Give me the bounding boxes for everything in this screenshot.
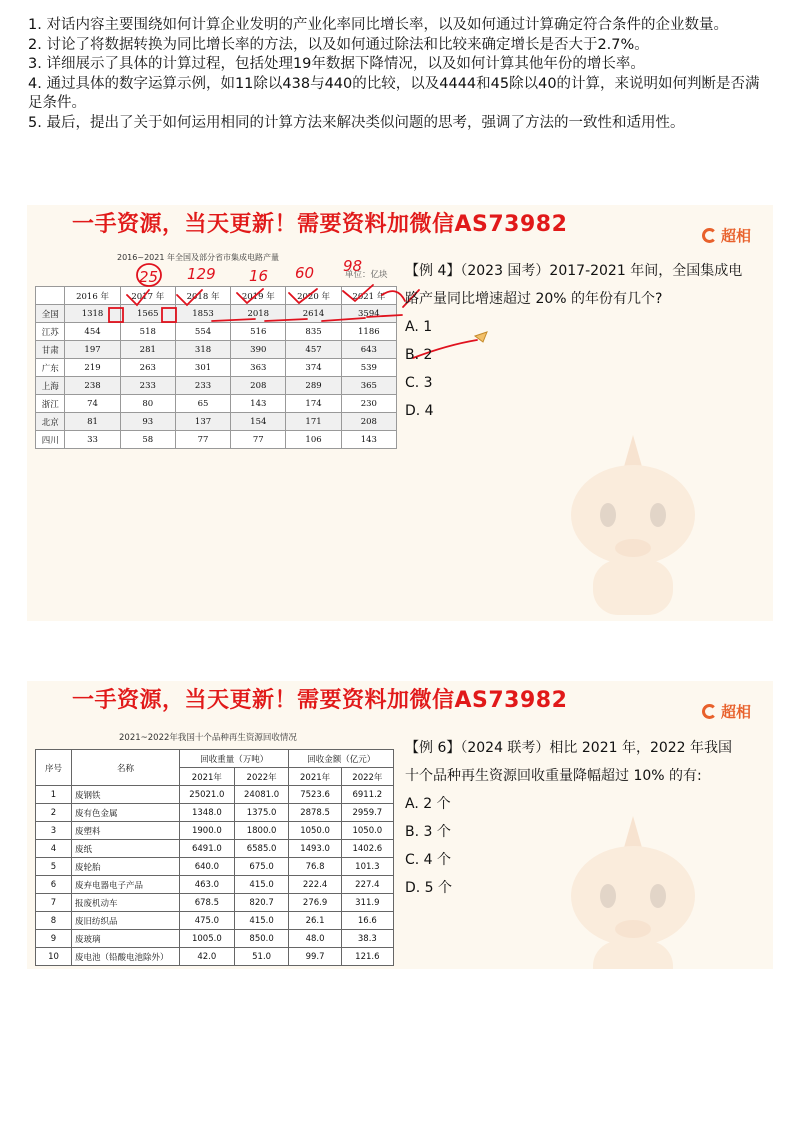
header-cell: 2022年 [341, 768, 393, 786]
header-cell: 2021年 [180, 768, 235, 786]
summary-item-1: 1. 对话内容主要围绕如何计算企业发明的产业化率同比增长率，以及如何通过计算确定符合条件的企业数量。 [28, 17, 728, 33]
summary-item-4: 4. 通过具体的数字运算示例，如11除以438与440的比较，以及4444和45除以40的计算，来说明如何判断是否满足条件。 [28, 75, 760, 111]
table-cell: 1800.0 [234, 822, 289, 840]
table-cell: 6585.0 [234, 840, 289, 858]
watermark-banner: 一手资源，当天更新！需要资料加微信AS73982 [72, 688, 568, 713]
table-row [36, 305, 397, 323]
header-cell: 2022年 [234, 768, 289, 786]
table-cell: 820.7 [234, 894, 289, 912]
table-cell: 233 [120, 377, 175, 395]
table-cell: 365 [341, 377, 396, 395]
table-cell: 33 [65, 431, 120, 449]
table-title: 2016~2021 年全国及部分省市集成电路产量 [117, 253, 279, 262]
table-cell: 废弃电器电子产品 [72, 876, 180, 894]
handwriting-note: 60 [295, 264, 315, 282]
summary-item-5: 5. 最后，提出了关于如何运用相同的计算方法来解决类似问题的思考，强调了方法的一致性和适用性。 [28, 114, 685, 131]
header-cell: 2017 年 [120, 287, 175, 305]
table-cell: 5 [36, 858, 72, 876]
table-cell: 1050.0 [341, 822, 393, 840]
header-cell: 2021年 [289, 768, 341, 786]
question-example-4 [405, 257, 755, 425]
table-cell: 276.9 [289, 894, 341, 912]
table-row [36, 431, 397, 449]
table-cell: 7523.6 [289, 786, 341, 804]
handwriting-note: 98 [343, 257, 363, 275]
option-d: D. 4 [405, 403, 434, 419]
table-cell: 263 [120, 359, 175, 377]
table-cell: 219 [65, 359, 120, 377]
table-cell: 463.0 [180, 876, 235, 894]
header-cell: 2016 年 [65, 287, 120, 305]
table-cell: 475.0 [180, 912, 235, 930]
option-c: C. 4 个 [405, 852, 452, 868]
table-cell: 2878.5 [289, 804, 341, 822]
table-cell: 171 [286, 413, 341, 431]
option-b: B. 2 [405, 347, 433, 363]
logo-text: 超相 [720, 227, 751, 245]
table-cell: 311.9 [341, 894, 393, 912]
table-cell: 1005.0 [180, 930, 235, 948]
table-cell: 415.0 [234, 876, 289, 894]
table-row [36, 948, 394, 966]
table-cell: 516 [231, 323, 286, 341]
table-cell: 废有色金属 [72, 804, 180, 822]
summary-list [28, 16, 773, 133]
table-cell: 1853 [175, 305, 230, 323]
header-cell: 名称 [72, 750, 180, 786]
logo-icon [702, 704, 717, 719]
table-cell: 1565 [120, 305, 175, 323]
table-cell: 四川 [36, 431, 65, 449]
logo-text: 超相 [720, 703, 751, 721]
table-cell: 835 [286, 323, 341, 341]
table-cell: 301 [175, 359, 230, 377]
table-cell: 81 [65, 413, 120, 431]
table-cell: 174 [286, 395, 341, 413]
table-row [36, 912, 394, 930]
table-cell: 1900.0 [180, 822, 235, 840]
option-c: C. 3 [405, 375, 433, 391]
table-cell: 全国 [36, 305, 65, 323]
table-cell: 3594 [341, 305, 396, 323]
table-cell: 废钢铁 [72, 786, 180, 804]
option-a: A. 2 个 [405, 796, 451, 812]
table-cell: 报废机动车 [72, 894, 180, 912]
summary-item-3: 3. 详细展示了具体的计算过程，包括处理19年数据下降情况，以及如何计算其他年份的增长率。 [28, 56, 645, 72]
header-cell: 2019 年 [231, 287, 286, 305]
table-cell: 10 [36, 948, 72, 966]
table-cell: 废塑料 [72, 822, 180, 840]
table-cell: 4 [36, 840, 72, 858]
table-cell: 2 [36, 804, 72, 822]
table-cell: 24081.0 [234, 786, 289, 804]
table-row [36, 894, 394, 912]
table-cell: 238 [65, 377, 120, 395]
table-cell: 废玻璃 [72, 930, 180, 948]
table-cell: 江苏 [36, 323, 65, 341]
table-cell: 121.6 [341, 948, 393, 966]
table-cell: 1348.0 [180, 804, 235, 822]
header-cell: 2020 年 [286, 287, 341, 305]
table-cell: 6491.0 [180, 840, 235, 858]
table-cell: 415.0 [234, 912, 289, 930]
table-row [36, 323, 397, 341]
table-cell: 143 [231, 395, 286, 413]
handwriting-note: 129 [187, 265, 216, 283]
question-text: 【例 6】（2024 联考）相比 2021 年，2022 年我国十个品种再生资源回收重量降幅超过 10% 的有: [405, 740, 733, 784]
table-row [36, 804, 394, 822]
table-cell: 1186 [341, 323, 396, 341]
table-cell: 554 [175, 323, 230, 341]
table-row [36, 858, 394, 876]
table-cell: 42.0 [180, 948, 235, 966]
table-header-row [36, 750, 394, 768]
watermark-banner: 一手资源，当天更新！需要资料加微信AS73982 [72, 212, 568, 237]
production-table [35, 286, 397, 449]
table-cell: 浙江 [36, 395, 65, 413]
brand-logo [702, 225, 751, 246]
question-example-6 [405, 734, 745, 902]
recycling-table [35, 749, 394, 966]
table-cell: 58 [120, 431, 175, 449]
table-cell: 8 [36, 912, 72, 930]
table-cell: 1 [36, 786, 72, 804]
table-cell: 143 [341, 431, 396, 449]
table-cell: 77 [231, 431, 286, 449]
table-cell: 518 [120, 323, 175, 341]
table-cell: 93 [120, 413, 175, 431]
logo-icon [702, 228, 717, 243]
table-cell: 539 [341, 359, 396, 377]
table-cell: 25021.0 [180, 786, 235, 804]
option-d: D. 5 个 [405, 880, 453, 896]
handwriting-note: 16 [249, 267, 269, 285]
table-cell: 99.7 [289, 948, 341, 966]
table-cell: 101.3 [341, 858, 393, 876]
table-cell: 2959.7 [341, 804, 393, 822]
table-row [36, 786, 394, 804]
table-cell: 1375.0 [234, 804, 289, 822]
table-cell: 227.4 [341, 876, 393, 894]
table-cell: 390 [231, 341, 286, 359]
mascot-watermark-icon [548, 430, 718, 620]
table-cell: 374 [286, 359, 341, 377]
table-cell: 1402.6 [341, 840, 393, 858]
table-cell: 454 [65, 323, 120, 341]
table-cell: 222.4 [289, 876, 341, 894]
table-cell: 289 [286, 377, 341, 395]
table-cell: 74 [65, 395, 120, 413]
option-a: A. 1 [405, 319, 433, 335]
table-cell: 1050.0 [289, 822, 341, 840]
table-cell: 137 [175, 413, 230, 431]
table-cell: 65 [175, 395, 230, 413]
table-cell: 363 [231, 359, 286, 377]
option-b: B. 3 个 [405, 824, 451, 840]
table-cell: 26.1 [289, 912, 341, 930]
table-row [36, 377, 397, 395]
table-cell: 38.3 [341, 930, 393, 948]
table-cell: 上海 [36, 377, 65, 395]
table-cell: 16.6 [341, 912, 393, 930]
table-cell: 广东 [36, 359, 65, 377]
table-cell: 48.0 [289, 930, 341, 948]
table-cell: 6 [36, 876, 72, 894]
table-row [36, 822, 394, 840]
table-row [36, 395, 397, 413]
table-cell: 230 [341, 395, 396, 413]
table-cell: 废纸 [72, 840, 180, 858]
table-cell: 9 [36, 930, 72, 948]
table-cell: 甘肃 [36, 341, 65, 359]
table-cell: 197 [65, 341, 120, 359]
table-cell: 6911.2 [341, 786, 393, 804]
table-row [36, 840, 394, 858]
table-cell: 850.0 [234, 930, 289, 948]
table-cell: 80 [120, 395, 175, 413]
slide-example-6 [27, 681, 773, 969]
table-cell: 318 [175, 341, 230, 359]
table-cell: 北京 [36, 413, 65, 431]
table-cell: 51.0 [234, 948, 289, 966]
handwriting-note: 25 [139, 268, 159, 286]
table-cell: 106 [286, 431, 341, 449]
header-cell: 2018 年 [175, 287, 230, 305]
table-cell: 640.0 [180, 858, 235, 876]
header-cell: 回收重量（万吨） [180, 750, 289, 768]
table-title: 2021~2022年我国十个品种再生资源回收情况 [119, 733, 297, 743]
table-cell: 208 [341, 413, 396, 431]
table-cell: 678.5 [180, 894, 235, 912]
table-cell: 废轮胎 [72, 858, 180, 876]
table-cell: 675.0 [234, 858, 289, 876]
table-cell: 77 [175, 431, 230, 449]
unit-label: 单位：亿块 [345, 270, 388, 280]
table-cell: 76.8 [289, 858, 341, 876]
table-cell: 2018 [231, 305, 286, 323]
header-cell [36, 287, 65, 305]
table-cell: 2614 [286, 305, 341, 323]
table-row [36, 359, 397, 377]
table-cell: 废旧纺织品 [72, 912, 180, 930]
table-cell: 1493.0 [289, 840, 341, 858]
brand-logo [702, 701, 751, 722]
table-cell: 281 [120, 341, 175, 359]
table-row [36, 930, 394, 948]
table-row [36, 876, 394, 894]
slide-example-4 [27, 205, 773, 621]
table-row [36, 341, 397, 359]
summary-item-2: 2. 讨论了将数据转换为同比增长率的方法，以及如何通过除法和比较来确定增长是否大于2.7%。 [28, 36, 649, 53]
table-cell: 7 [36, 894, 72, 912]
table-cell: 233 [175, 377, 230, 395]
table-cell: 208 [231, 377, 286, 395]
table-cell: 废电池（铅酸电池除外） [72, 948, 180, 966]
table-cell: 457 [286, 341, 341, 359]
table-row [36, 413, 397, 431]
table-header-row [36, 287, 397, 305]
table-cell: 1318 [65, 305, 120, 323]
header-cell: 序号 [36, 750, 72, 786]
question-text: 【例 4】（2023 国考）2017-2021 年间，全国集成电路产量同比增速超过 20% 的年份有几个? [405, 263, 743, 307]
header-cell: 回收金额（亿元） [289, 750, 394, 768]
table-cell: 154 [231, 413, 286, 431]
table-cell: 3 [36, 822, 72, 840]
header-cell: 2021 年 [341, 287, 396, 305]
table-cell: 643 [341, 341, 396, 359]
